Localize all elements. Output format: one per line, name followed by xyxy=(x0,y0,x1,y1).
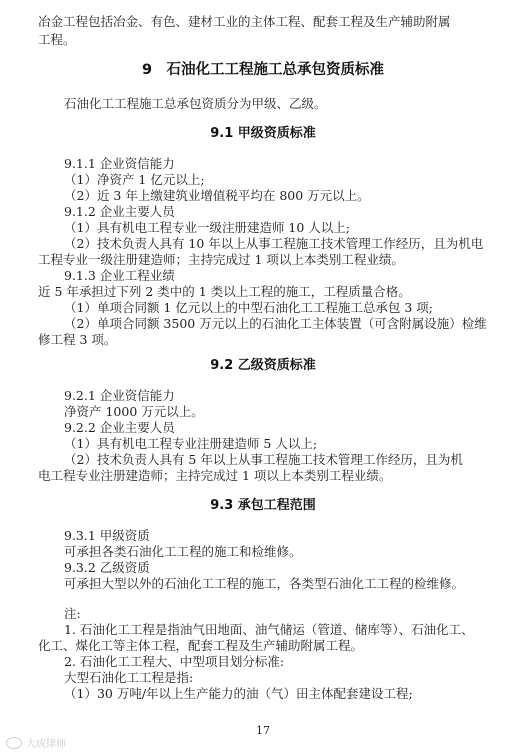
notes-line: 化工、煤化工等主体工程，配套工程及生产辅助附属工程。 xyxy=(38,638,364,653)
sec-9-1-line: （2）技术负责人具有 10 年以上从事工程施工技术管理工作经历，且为机电 xyxy=(64,236,484,251)
chapter-intro: 石油化工工程施工总承包资质分为甲级、乙级。 xyxy=(64,96,327,111)
sec-9-1-line: 9.1.1 企业资信能力 xyxy=(64,156,175,171)
watermark-text: 大成律师 xyxy=(26,739,66,750)
sec-9-2-line: （2）技术负责人具有 5 年以上从事工程施工技术管理工作经历，且为机 xyxy=(64,452,463,467)
watermark-logo-icon xyxy=(6,737,22,749)
notes-line: 2. 石油化工工程大、中型项目划分标准: xyxy=(64,654,285,669)
section-9-1-title: 9.1 甲级资质标准 xyxy=(210,126,316,141)
sec-9-3-line: 可承担大型以外的石油化工工程的施工，各类型石油化工工程的检维修。 xyxy=(64,576,465,591)
sec-9-1-line: 9.1.3 企业工程业绩 xyxy=(64,268,175,283)
sec-9-2-line: 电工程专业注册建造师；主持完成过 1 项以上本类别工程业绩。 xyxy=(38,468,392,483)
sec-9-1-line: 近 5 年承担过下列 2 类中的 1 类以上工程的施工，工程质量合格。 xyxy=(38,284,411,299)
sec-9-1-line: 修工程 3 项。 xyxy=(38,332,117,347)
sec-9-1-line: （2）单项合同额 3500 万元以上的石油化工主体装置（可含附属设施）检维 xyxy=(64,316,487,331)
section-9-2-title: 9.2 乙级资质标准 xyxy=(210,358,316,373)
sec-9-3-line: 9.3.1 甲级资质 xyxy=(64,528,150,543)
intro-line-1: 冶金工程包括冶金、有色、建材工业的主体工程、配套工程及生产辅助附属 xyxy=(38,14,451,29)
notes-line: 注: xyxy=(64,606,81,621)
sec-9-1-line: （1）具有机电工程专业一级注册建造师 10 人以上; xyxy=(64,220,351,235)
sec-9-2-line: 9.2.1 企业资信能力 xyxy=(64,388,175,403)
watermark xyxy=(6,735,66,750)
sec-9-1-line: （1）单项合同额 1 亿元以上的中型石油化工工程施工总承包 3 项; xyxy=(64,300,433,315)
notes-line: 1. 石油化工工程是指油气田地面、油气储运（管道、储库等）、石油化工、 xyxy=(64,622,474,637)
sec-9-1-line: （1）净资产 1 亿元以上; xyxy=(64,172,205,187)
sec-9-3-line: 9.3.2 乙级资质 xyxy=(64,560,150,575)
notes-line: 大型石油化工工程是指: xyxy=(64,670,194,685)
sec-9-2-line: 净资产 1000 万元以上。 xyxy=(64,404,204,419)
sec-9-3-line: 可承担各类石油化工工程的施工和检维修。 xyxy=(64,544,302,559)
sec-9-2-line: （1）具有机电工程专业注册建造师 5 人以上; xyxy=(64,436,318,451)
sec-9-1-line: 工程专业一级注册建造师；主持完成过 1 项以上本类别工程业绩。 xyxy=(38,252,404,267)
sec-9-2-line: 9.2.2 企业主要人员 xyxy=(64,420,175,435)
page-number: 17 xyxy=(256,724,270,737)
sec-9-1-line: 9.1.2 企业主要人员 xyxy=(64,204,175,219)
sec-9-1-line: （2）近 3 年上缴建筑业增值税平均在 800 万元以上。 xyxy=(64,188,370,203)
intro-line-2: 工程。 xyxy=(38,32,76,47)
chapter-title: 9 石油化工工程施工总承包资质标准 xyxy=(141,62,385,78)
notes-line: （1）30 万吨/年以上生产能力的油（气）田主体配套建设工程; xyxy=(64,686,413,701)
section-9-3-title: 9.3 承包工程范围 xyxy=(210,498,316,513)
